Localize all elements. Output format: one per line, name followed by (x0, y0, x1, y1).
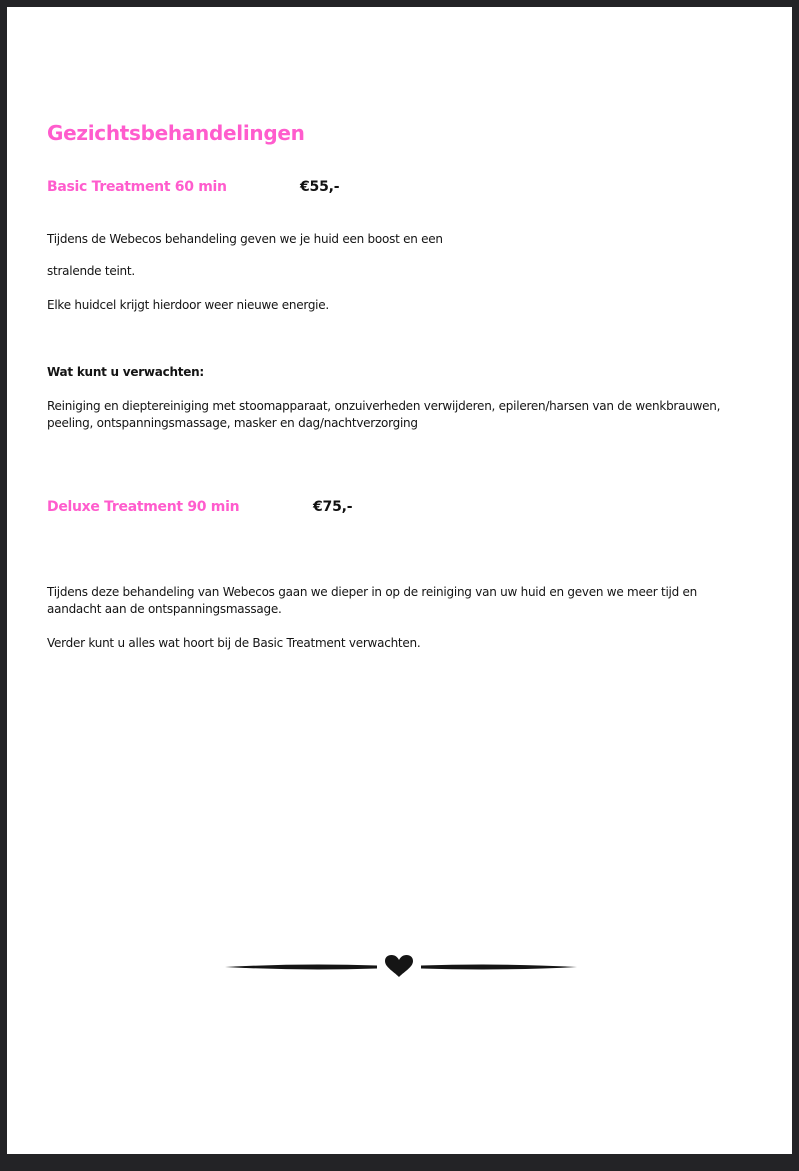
basic-paragraph-3: Elke huidcel krijgt hierdoor weer nieuwe energie. (47, 298, 329, 312)
basic-paragraph-1: Tijdens de Webecos behandeling geven we je huid een boost en een (47, 232, 443, 246)
document-page (7, 7, 792, 1154)
heart-divider (225, 952, 577, 982)
treatment-name-basic: Basic Treatment 60 min (47, 179, 227, 195)
treatment-name-deluxe: Deluxe Treatment 90 min (47, 499, 240, 515)
treatment-price-basic: €55,- (300, 179, 340, 195)
deluxe-paragraph-2: Verder kunt u alles wat hoort bij de Basic Treatment verwachten. (47, 636, 421, 650)
expect-text: Reiniging en dieptereiniging met stoomapparaat, onzuiverheden verwijderen, epileren/harsen van de wenkbrauwen, peeling, ontspanningsmassage, masker en dag/nachtverzorging (47, 399, 721, 430)
divider-line-left (225, 965, 377, 970)
deluxe-paragraph-1: Tijdens deze behandeling van Webecos gaan we dieper in op de reiniging van uw huid en geven we meer tijd en aandacht aan de ontspanningsmassage. (47, 585, 698, 616)
basic-paragraph-2: stralende teint. (47, 264, 135, 278)
treatment-price-deluxe: €75,- (313, 499, 353, 515)
expect-label: Wat kunt u verwachten: (47, 365, 204, 379)
page-title: Gezichtsbehandelingen (47, 121, 305, 145)
heart-icon (385, 955, 413, 977)
divider-line-right (421, 965, 577, 970)
